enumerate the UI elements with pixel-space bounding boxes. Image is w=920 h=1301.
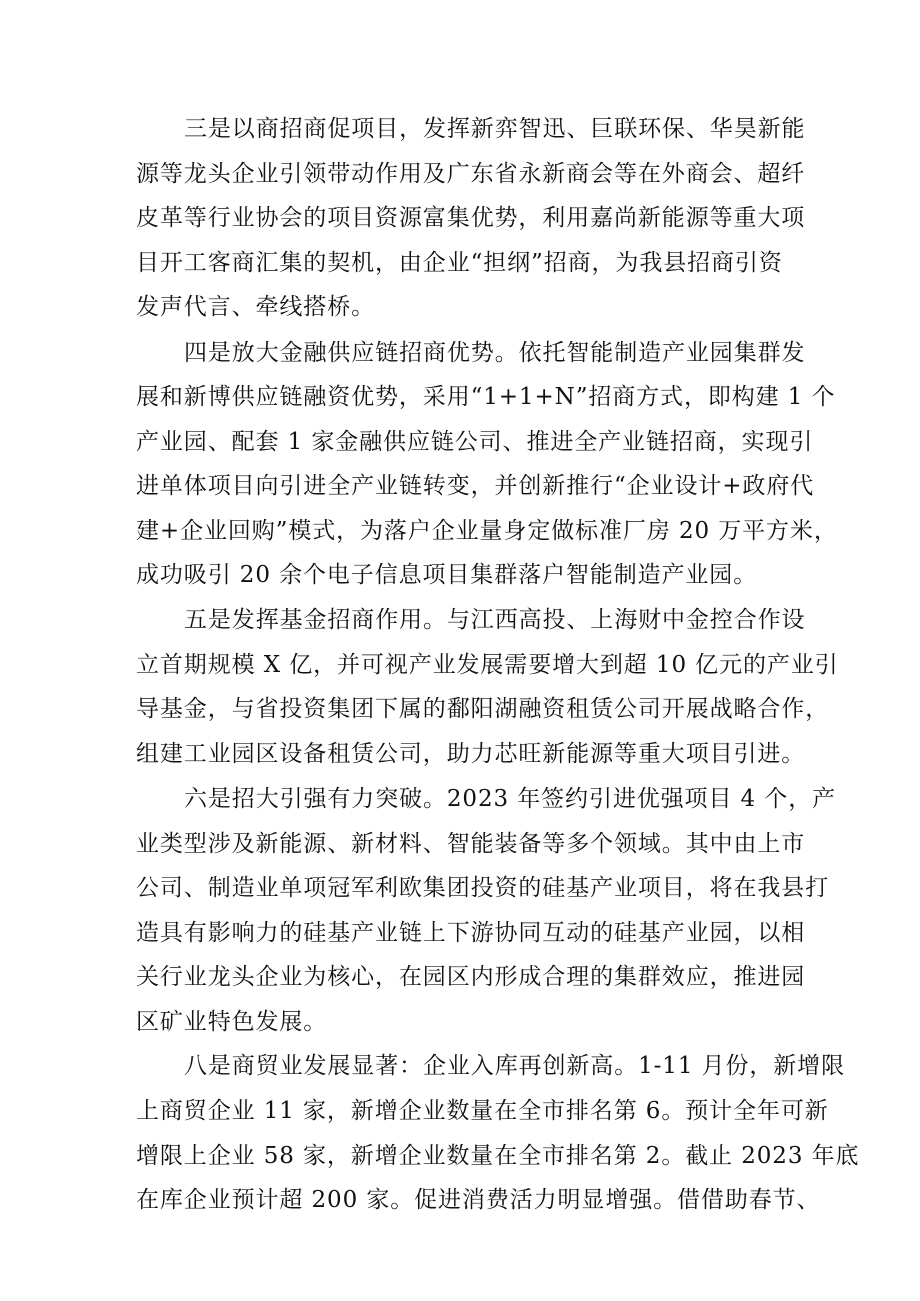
text-line: 区矿业特色发展。 <box>136 1009 328 1035</box>
text-line: 造具有影响力的硅基产业链上下游协同互动的硅基产业园，以相 <box>136 920 806 946</box>
text-line: 皮革等行业协会的项目资源富集优势，利用嘉尚新能源等重大项 <box>136 205 806 231</box>
text-line: 公司、制造业单项冠军利欧集团投资的硅基产业项目，将在我县打 <box>136 875 830 901</box>
text-line: 源等龙头企业引领带动作用及广东省永新商会等在外商会、超纤 <box>136 161 806 187</box>
text-line: 立首期规模 X 亿，并可视产业发展需要增大到超 10 亿元的产业引 <box>136 652 839 678</box>
text-line: 八是商贸业发展显著：企业入库再创新高。1-11 月份，新增限 <box>184 1053 845 1079</box>
text-line: 导基金，与省投资集团下属的鄱阳湖融资租赁公司开展战略合作， <box>136 696 830 722</box>
text-line: 四是放大金融供应链招商优势。依托智能制造产业园集群发 <box>184 340 806 366</box>
text-line: 上商贸企业 11 家，新增企业数量在全市排名第 6。预计全年可新 <box>136 1098 829 1124</box>
text-line: 五是发挥基金招商作用。与江西高投、上海财中金控合作设 <box>184 607 806 633</box>
text-line: 产业园、配套 1 家金融供应链公司、推进全产业链招商，实现引 <box>136 429 814 455</box>
text-line: 关行业龙头企业为核心，在园区内形成合理的集群效应，推进园 <box>136 964 806 990</box>
text-line: 六是招大引强有力突破。2023 年签约引进优强项目 4 个，产 <box>184 786 836 812</box>
text-line: 组建工业园区设备租赁公司，助力芯旺新能源等重大项目引进。 <box>136 741 806 767</box>
text-line: 成功吸引 20 余个电子信息项目集群落户智能制造产业园。 <box>136 562 758 588</box>
text-line: 在库企业预计超 200 家。促进消费活力明显增强。借借助春节、 <box>136 1187 821 1213</box>
text-line: 三是以商招商促项目，发挥新弈智迅、巨联环保、华昊新能 <box>184 116 806 142</box>
text-line: 发声代言、牵线搭桥。 <box>136 294 375 320</box>
text-line: 增限上企业 58 家，新增企业数量在全市排名第 2。截止 2023 年底 <box>136 1143 860 1169</box>
text-line: 建+企业回购”模式，为落户企业量身定做标准厂房 20 万平方米， <box>136 518 838 544</box>
text-line: 进单体项目向引进全产业链转变，并创新推行“企业设计+政府代 <box>136 473 815 499</box>
text-line: 目开工客商汇集的契机，由企业“担纲”招商，为我县招商引资 <box>136 250 783 276</box>
text-line: 展和新博供应链融资优势，采用“1+1+N”招商方式，即构建 1 个 <box>136 384 836 410</box>
text-line: 业类型涉及新能源、新材料、智能装备等多个领域。其中由上市 <box>136 831 806 857</box>
